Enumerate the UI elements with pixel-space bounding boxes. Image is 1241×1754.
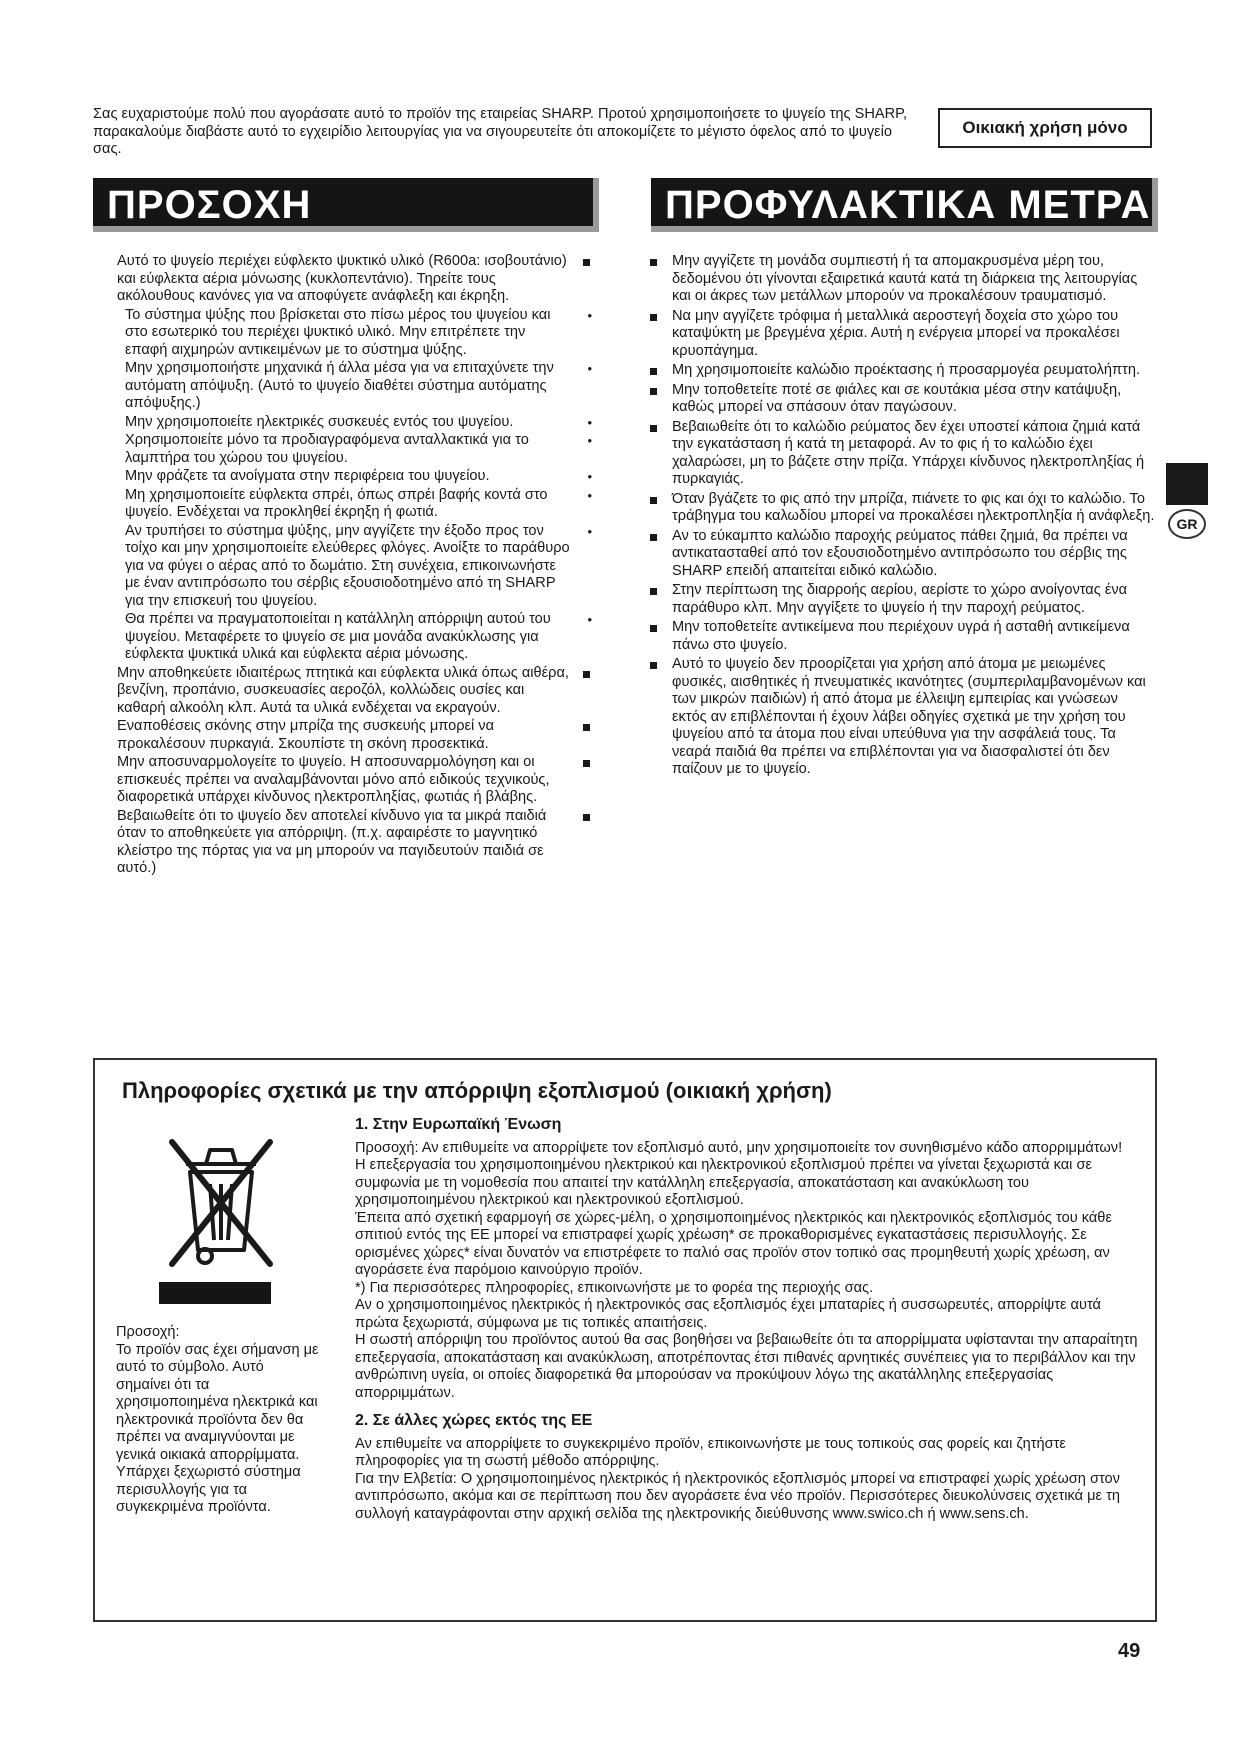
- caution-item: [117, 718, 592, 753]
- precaution-item-text: Στην περίπτωση της διαρροής αερίου, αερίστε το χώρο ανοίγοντας ένα παράθυρο κλπ. Μην αγγίξετε το ψυγείο ή την παροχή ρεύματος.: [672, 582, 1128, 616]
- square-bullet-icon: [583, 754, 590, 773]
- section-non-eu-heading: 2. Σε άλλες χώρες εκτός της ΕΕ: [355, 1412, 593, 1429]
- precaution-item: [650, 419, 1155, 489]
- home-use-only-badge: Οικιακή χρήση μόνο: [938, 108, 1152, 148]
- square-bullet-icon: [650, 656, 657, 675]
- precaution-item: [650, 308, 1155, 361]
- precaution-item-text: Μην τοποθετείτε αντικείμενα που περιέχουν υγρά ή ασταθή αντικείμενα πάνω στο ψυγείο.: [672, 619, 1130, 653]
- precaution-item: [650, 491, 1155, 526]
- disposal-paragraph: Αν ο χρησιμοποιημένος ηλεκτρικός ή ηλεκτρονικός σας εξοπλισμός έχει μπαταρίες ή συσσωρευτές, απορρίψτε αυτά πρώτα ξεχωριστά, σύμφωνα με τις τοπικές απαιτήσεις.: [355, 1297, 1101, 1331]
- precaution-item: [650, 362, 1155, 380]
- square-bullet-icon: [650, 253, 657, 272]
- disposal-instructions: [355, 1116, 1145, 1523]
- caution-list: [117, 253, 592, 879]
- precaution-item-text: Αυτό το ψυγείο δεν προορίζεται για χρήση από άτομα με μειωμένες φυσικές, αισθητικές ή πνευματικές ικανότητες (συμπεριλαμβανομένων και των μικρών παιδιών) ή από άτομα με έλλειψη εμπειρίας και γνώσεων εκτός αν επιβλέπονται ή έχουν λάβει οδηγίες σχετικά με την χρήση του ψυγείου από τα άτομα που είναι υπεύθυνα για την ασφάλειά τους. Τα νεαρά παιδιά θα πρέπει να επιβλέπονται για να διασφαλιστεί ότι δεν παίζουν με το ψυγείο.: [672, 656, 1146, 777]
- caution-item-text: Εναποθέσεις σκόνης στην μπρίζα της συσκευής μπορεί να προκαλέσουν πυρκαγιά. Σκουπίστε τη σκόνη προσεκτικά.: [117, 718, 495, 752]
- caution-item-text: Μην φράζετε τα ανοίγματα στην περιφέρεια του ψυγείου.: [125, 468, 490, 484]
- dot-bullet-icon: •: [587, 612, 592, 627]
- precaution-item: [650, 253, 1155, 306]
- disposal-paragraph: Προσοχή: Αν επιθυμείτε να απορρίψετε τον εξοπλισμό αυτό, μην χρησιμοποιείτε τον συνηθισμένο κάδο απορριμμάτων!: [355, 1139, 1123, 1156]
- disposal-paragraph: Για την Ελβετία: Ο χρησιμοποιημένος ηλεκτρικός ή ηλεκτρονικός εξοπλισμός μπορεί να επιστραφεί χωρίς χρέωση στον αντιπρόσωπο, ακόμα και σε περίπτωση που δεν αγοράσετε ένα νέο προϊόν. Περισσότερες διευκολύνσεις σχετικά με τη συλλογή καταγράφονται στην αρχική σελίδα της ηλεκτρονικής διεύθυνσης www.swico.ch ή www.sens.ch.: [355, 1470, 1120, 1522]
- dot-bullet-icon: •: [587, 361, 592, 376]
- disposal-paragraph: Η επεξεργασία του χρησιμοποιημένου ηλεκτρικού και ηλεκτρονικού εξοπλισμού πρέπει να γίνεται ξεχωριστά και σε συμφωνία με τη νομοθεσία που απαιτεί την κατάλληλη επεξεργασία, αποκατάσταση και ανακύκλωση του χρησιμοποιημένου ηλεκτρικού και ηλεκτρονικού εξοπλισμού.: [355, 1157, 1092, 1208]
- caution-item: [117, 611, 592, 664]
- caution-item: [117, 808, 592, 878]
- caution-item: [117, 414, 592, 432]
- square-bullet-icon: [583, 718, 590, 737]
- disposal-info-box: [93, 1058, 1157, 1622]
- section-eu-body: [355, 1140, 1145, 1403]
- caution-item: [117, 487, 592, 522]
- square-bullet-icon: [583, 253, 590, 272]
- caution-item-text: Αυτό το ψυγείο περιέχει εύφλεκτο ψυκτικό υλικό (R600a: ισοβουτάνιο) και εύφλεκτα αέρια μόνωσης (κυκλοπεντάνιο). Τηρείτε τους ακόλουθους κανόνες για να αποφύγετε ανάφλεξη και έκρηξη.: [117, 253, 567, 304]
- section-non-eu-body: [355, 1436, 1145, 1524]
- caution-item-text: Βεβαιωθείτε ότι το ψυγείο δεν αποτελεί κίνδυνο για τα μικρά παιδιά όταν το αποθηκεύετε για απόρριψη. (π.χ. αφαιρέστε το μαγνητικό κλείστρο της πόρτας για να μη μπορούν να παγιδευτούν παιδιά σε αυτό.): [117, 807, 547, 876]
- bin-symbol-bar: [159, 1282, 271, 1304]
- caution-item: [117, 360, 592, 413]
- precaution-item-text: Να μην αγγίζετε τρόφιμα ή μεταλλικά αεροστεγή δοχεία στο χώρο του καταψύκτη με βρεγμένα χέρια. Αυτή η ενέργεια μπορεί να προκαλέσει κρυοπάγημα.: [672, 307, 1120, 359]
- precaution-item: [650, 528, 1155, 581]
- crossed-out-wheelie-bin-icon: [160, 1132, 282, 1270]
- disposal-paragraph: Έπειτα από σχετική εφαρμογή σε χώρες-μέλη, ο χρησιμοποιημένος ηλεκτρικός και ηλεκτρονικός εξοπλισμός του κάθε σπιτιού εντός της ΕΕ μπορεί να επιστραφεί χωρίς χρέωση* σε προκαθορισμένες εγκαταστάσεις περισυλλογής. Σε ορισμένες χώρες* είναι δυνατόν να επιστρέφετε το παλιό σας προϊόν στον τοπικό σας προμηθευτή χωρίς χρέωση, αν αγοράσετε ένα παρόμοιο καινούργιο προϊόν.: [355, 1209, 1112, 1278]
- caution-item: [117, 754, 592, 807]
- square-bullet-icon: [583, 808, 590, 827]
- caution-item-text: Το σύστημα ψύξης που βρίσκεται στο πίσω μέρος του ψυγείου και στο εσωτερικό του περιέχει ψυκτικό υλικό. Μην επιτρέπετε την επαφή αιχμηρών αντικειμένων με το σύστημα ψύξης.: [125, 306, 551, 358]
- precautions-list: [650, 253, 1155, 781]
- precaution-item-text: Μην αγγίζετε τη μονάδα συμπιεστή ή τα απομακρυσμένα μέρη του, δεδομένου ότι γίνονται εξαιρετικά καυτά κατά τη διάρκεια της λειτουργίας και οι άκρες των μετάλλων μπορούν να προκαλέσουν τραυματισμό.: [672, 253, 1138, 304]
- disposal-paragraph: *) Για περισσότερες πληροφορίες, επικοινωνήστε με το φορέα της περιοχής σας.: [355, 1279, 874, 1296]
- caution-item: [117, 253, 592, 306]
- caution-side-text: Το προϊόν σας έχει σήμανση με αυτό το σύμβολο. Αυτό σημαίνει ότι τα χρησιμοποιημένα ηλεκτρικά και ηλεκτρονικά προϊόντα δεν θα πρέπει να αναμιγνύονται με γενικά οικιακά απορρίμματα. Υπάρχει ξεχωριστό σύστημα περισυλλογής για τα συγκεκριμένα προϊόντα.: [116, 1341, 319, 1515]
- precaution-item-text: Αν το εύκαμπτο καλώδιο παροχής ρεύματος πάθει ζημιά, θα πρέπει να αντικατασταθεί από τον εξουσιοδοτημένο αντιπρόσωπο του σέρβις της SHARP επειδή απαιτείται ειδικό καλώδιο.: [672, 527, 1128, 579]
- precaution-item: [650, 382, 1155, 417]
- caution-item-text: Θα πρέπει να πραγματοποιείται η κατάλληλη απόρριψη αυτού του ψυγείου. Μεταφέρετε το ψυγείο σε μια μονάδα ανακύκλωσης για εύφλεκτα ψυκτικά υλικά και εύφλεκτα αέρια μόνωσης.: [125, 611, 551, 662]
- caution-item: [117, 468, 592, 486]
- square-bullet-icon: [650, 528, 657, 547]
- caution-item-text: Μη χρησιμοποιείτε εύφλεκτα σπρέι, όπως σπρέι βαφής κοντά στο ψυγείο. Ενδέχεται να προκληθεί έκρηξη ή φωτιά.: [125, 486, 548, 520]
- caution-item: [117, 307, 592, 360]
- caution-item: [117, 523, 592, 611]
- caution-item-text: Αν τρυπήσει το σύστημα ψύξης, μην αγγίζετε την έξοδο προς τον τοίχο και μην χρησιμοποιείτε ελεύθερες φλόγες. Ανοίξτε το παράθυρο για να φύγει ο αέρας από το δωμάτιο. Στη συνέχεια, επικοινωνήστε με έναν αντιπρόσωπο του σέρβις εξουσιοδοτημένο από τη SHARP για την επισκευή του ψυγείου.: [125, 522, 570, 609]
- disposal-title: Πληροφορίες σχετικά με την απόρριψη εξοπλισμού (οικιακή χρήση): [122, 1078, 832, 1103]
- disposal-paragraph: Η σωστή απόρριψη του προϊόντος αυτού θα σας βοηθήσει να βεβαιωθείτε ότι τα απορρίμματα υφίστανται την απαραίτητη επεξεργασία, αποκατάσταση και ανακύκλωση, αποτρέποντας έτσι πιθανές αρνητικές συνέπειες για το περιβάλλον και την ανθρώπινη υγεία, οι οποίες διαφορετικά θα μπορούσαν να προκύψουν λόγω της ακατάλληλης επεξεργασίας απορριμμάτων.: [355, 1332, 1138, 1401]
- caution-heading: ΠΡΟΣΟΧΗ: [93, 178, 599, 232]
- caution-item-text: Μην αποσυναρμολογείτε το ψυγείο. Η αποσυναρμολόγηση και οι επισκευές πρέπει να αναλαμβάνονται μόνο από ειδικούς τεχνικούς, διαφορετικά υπάρχει κίνδυνος ηλεκτροπληξίας, φωτιάς ή βλάβης.: [117, 754, 550, 805]
- square-bullet-icon: [650, 362, 657, 381]
- precaution-item-text: Βεβαιωθείτε ότι το καλώδιο ρεύματος δεν έχει υποστεί κάποια ζημιά κατά την εγκατάσταση ή κατά τη μεταφορά. Αν το φις ή το καλώδιο έχει χαλαρώσει, μη το βάζετε στην πρίζα. Υπάρχει κίνδυνος ηλεκτροπληξίας ή πυρκαγιάς.: [672, 418, 1145, 487]
- disposal-caution-note: [116, 1324, 321, 1517]
- caution-item-text: Μην αποθηκεύετε ιδιαιτέρως πτητικά και εύφλεκτα υλικά όπως αιθέρα, βενζίνη, προπάνιο, συσκευασίες αεροζόλ, κολλώδεις ουσίες και καθαρή αλκοόλη κλπ. Αυτά τα υλικά ενδέχεται να εκραγούν.: [117, 664, 569, 716]
- precaution-item-text: Όταν βγάζετε το φις από την μπρίζα, πιάνετε το φις και όχι το καλώδιο. Το τράβηγμα του καλωδίου μπορεί να προκαλέσει ηλεκτροπληξία ή ανάφλεξη.: [672, 490, 1155, 524]
- dot-bullet-icon: •: [587, 469, 592, 484]
- caution-item: [117, 665, 592, 718]
- square-bullet-icon: [650, 491, 657, 510]
- language-tab-marker: [1166, 463, 1208, 505]
- precaution-item: [650, 619, 1155, 654]
- dot-bullet-icon: •: [587, 487, 592, 503]
- precaution-item-text: Μην τοποθετείτε ποτέ σε φιάλες και σε κουτάκια μέσα στην κατάψυξη, καθώς μπορεί να σπάσουν όταν παγώσουν.: [672, 381, 1122, 415]
- dot-bullet-icon: •: [587, 523, 592, 539]
- square-bullet-icon: [650, 382, 657, 401]
- section-eu-heading: 1. Στην Ευρωπαϊκή Ένωση: [355, 1116, 562, 1133]
- disposal-paragraph: Αν επιθυμείτε να απορρίψετε το συγκεκριμένο προϊόν, επικοινωνήστε με τους τοπικούς σας φορείς και ζητήστε πληροφορίες για τη σωστή μέθοδο απόρριψης.: [355, 1435, 1066, 1469]
- caution-item-text: Μην χρησιμοποιήστε μηχανικά ή άλλα μέσα για να επιταχύνετε την αυτόματη απόψυξη. (Αυτό το ψυγείο διαθέτει σύστημα αυτόματης απόψυξης.): [125, 360, 554, 411]
- caution-side-label: Προσοχή:: [116, 1324, 180, 1340]
- dot-bullet-icon: •: [587, 433, 592, 448]
- caution-item: [117, 432, 592, 467]
- square-bullet-icon: [583, 665, 590, 684]
- intro-text: Σας ευχαριστούμε πολύ που αγοράσατε αυτό το προϊόν της εταιρείας SHARP. Προτού χρησιμοποιήσετε το ψυγείο της SHARP, παρακαλούμε διαβάστε αυτό το εγχειρίδιο λειτουργίας για να σιγουρευτείτε ότι αποκομίζετε το μέγιστο όφελος από το ψυγείο σας.: [93, 106, 908, 157]
- square-bullet-icon: [650, 582, 657, 601]
- precaution-item: [650, 656, 1155, 779]
- precautions-heading: ΠΡΟΦΥΛΑΚΤΙΚΑ ΜΕΤΡΑ: [651, 178, 1158, 232]
- page-number: 49: [1118, 1640, 1141, 1662]
- language-badge-gr: GR: [1168, 509, 1206, 539]
- square-bullet-icon: [650, 619, 657, 638]
- precaution-item: [650, 582, 1155, 617]
- caution-item-text: Μην χρησιμοποιείτε ηλεκτρικές συσκευές εντός του ψυγείου.: [125, 413, 514, 430]
- dot-bullet-icon: •: [587, 414, 592, 430]
- caution-item-text: Χρησιμοποιείτε μόνο τα προδιαγραφόμενα ανταλλακτικά για το λαμπτήρα του χώρου του ψυγείου.: [125, 432, 529, 466]
- square-bullet-icon: [650, 419, 657, 438]
- square-bullet-icon: [650, 308, 657, 327]
- dot-bullet-icon: •: [587, 307, 592, 323]
- precaution-item-text: Μη χρησιμοποιείτε καλώδιο προέκτασης ή προσαρμογέα ρευματολήπτη.: [672, 362, 1140, 378]
